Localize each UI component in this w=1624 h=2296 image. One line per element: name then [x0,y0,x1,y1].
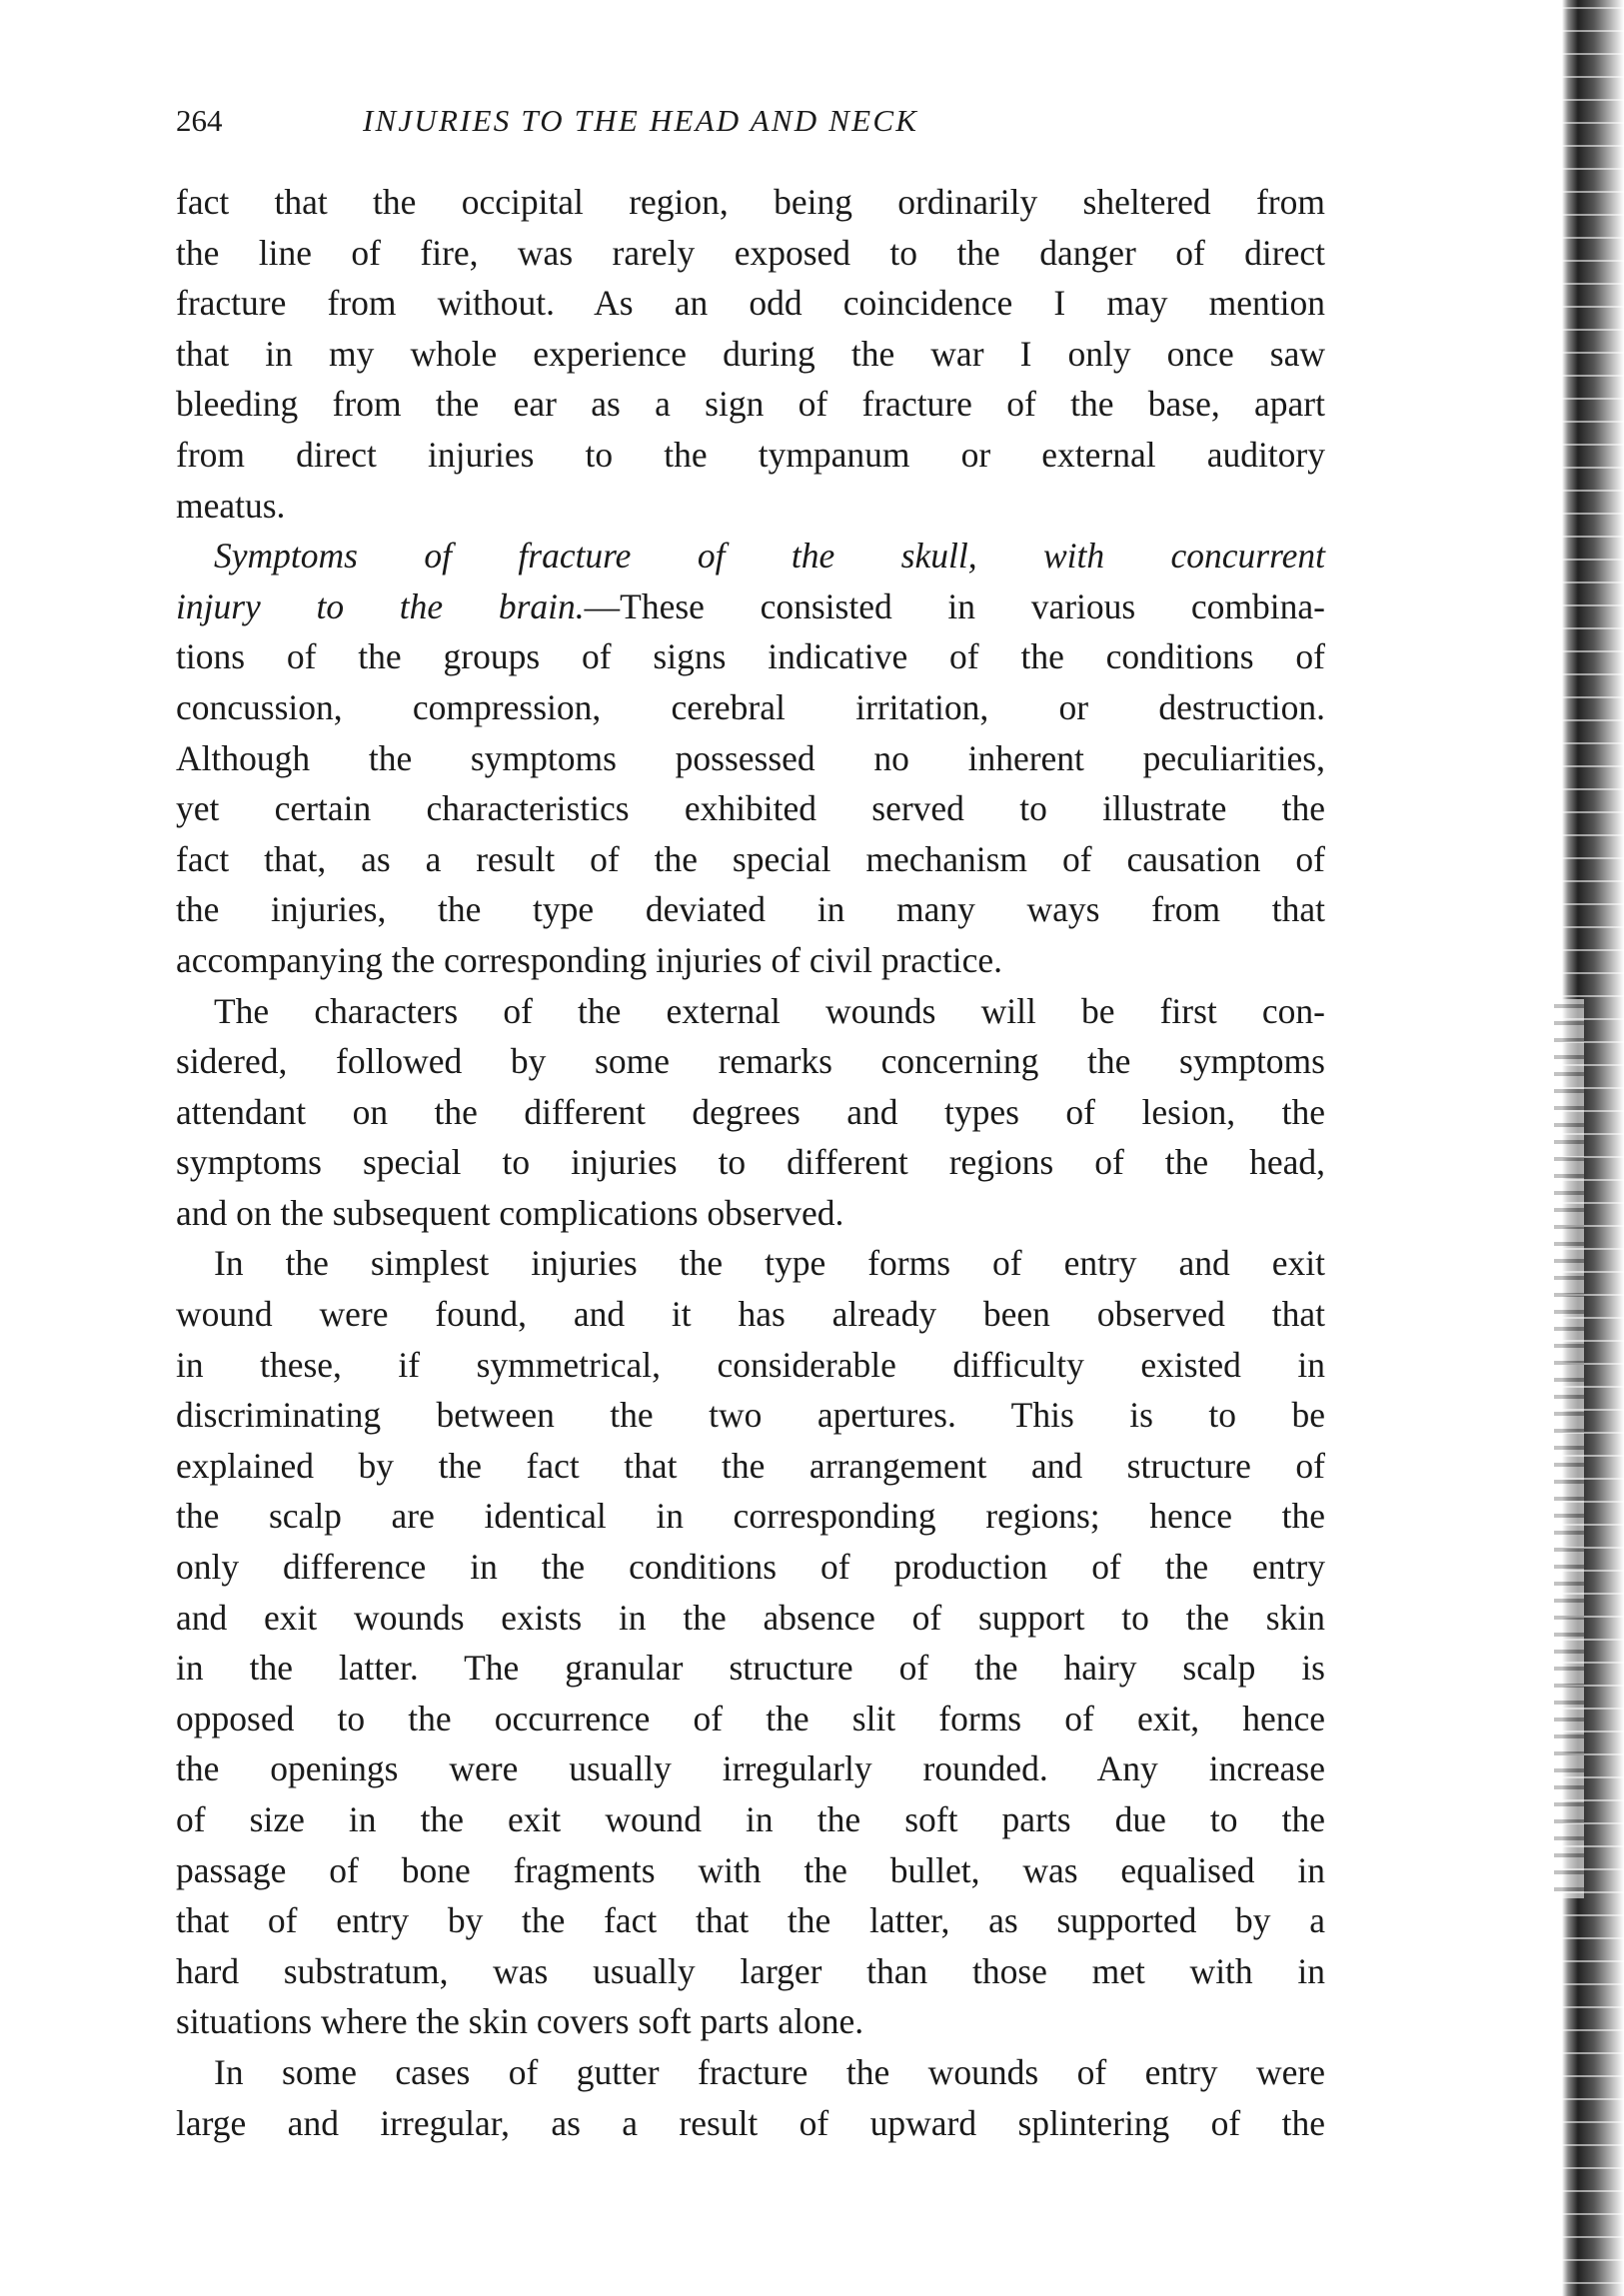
text-line [176,531,1325,581]
line-text: opposed to the occurrence of the slit forms of exit, hence [176,1698,1325,1738]
line-text: concussion, compression, cerebral irritation, or destruction. [176,686,1325,727]
text-line [176,581,1325,632]
paragraph [176,2047,1325,2148]
line-text: —These consisted in various combina- [584,585,1325,626]
text-line [176,1441,1325,1492]
text-line [176,1137,1325,1188]
text-line [176,1743,1325,1794]
text-line [176,329,1325,380]
running-title: INJURIES TO THE HEAD AND NECK [363,103,919,138]
line-text: the openings were usually irregularly rounded. Any increase [176,1748,1325,1789]
text-line [176,1087,1325,1138]
line-text: only difference in the conditions of production of the entry [176,1547,1325,1588]
line-text: from direct injuries to the tympanum or external auditory [176,434,1325,475]
line-text: in the latter. The granular structure of the hairy scalp is [176,1648,1325,1689]
text-line [176,1794,1325,1845]
line-text: in these, if symmetrical, considerable difficulty existed in [176,1344,1325,1385]
line-text: explained by the fact that the arrangement and structure of [176,1445,1325,1486]
scanned-page-edge-shadow [1554,999,1584,1898]
text-line [176,2047,1325,2098]
line-text: fact that, as a result of the special mechanism of causation of [176,838,1325,879]
text-line [176,1996,1325,2047]
text-line [176,2098,1325,2149]
text-line [176,1036,1325,1087]
text-line [176,278,1325,329]
text-line [176,834,1325,885]
line-text: meatus. [176,485,286,526]
text-line [176,1845,1325,1896]
line-text: passage of bone fragments with the bullet, was equalised in [176,1849,1325,1890]
text-line [176,1491,1325,1542]
line-text: fact that the occipital region, being ordinarily sheltered from [176,182,1325,222]
text-line [176,1694,1325,1744]
paragraph [176,531,1325,985]
text-line [176,631,1325,682]
line-text: and on the subsequent complications observed. [176,1192,844,1233]
line-text: hard substratum, was usually larger than those met with in [176,1950,1325,1991]
page-number: 264 [176,103,223,138]
text-line [176,1340,1325,1391]
text-line [176,1238,1325,1289]
text-line [176,1390,1325,1441]
line-text: In the simplest injuries the type forms of entry and exit [214,1243,1325,1284]
line-text: that of entry by the fact that the latter, as supported by a [176,1900,1325,1941]
text-line [176,1643,1325,1694]
text-line [176,1946,1325,1997]
line-text: accompanying the corresponding injuries of civil practice. [176,939,1003,980]
text-line [176,783,1325,834]
line-text: of size in the exit wound in the soft parts due to the [176,1799,1325,1839]
line-text: large and irregular, as a result of upward splintering of the [176,2102,1325,2143]
text-line [176,682,1325,733]
text-line [176,430,1325,481]
line-text: tions of the groups of signs indicative of the conditions of [176,636,1325,677]
paragraph [176,986,1325,1239]
text-line [176,884,1325,935]
line-text: attendant on the different degrees and types of lesion, the [176,1091,1325,1132]
text-line [176,935,1325,986]
line-text: In some cases of gutter fracture the wounds of entry were [214,2051,1325,2092]
line-text: yet certain characteristics exhibited served to illustrate the [176,788,1325,829]
text-line [176,733,1325,784]
line-text: Although the symptoms possessed no inherent peculiarities, [176,737,1325,778]
line-text: fracture from without. As an odd coincidence I may mention [176,283,1325,324]
line-text: that in my whole experience during the war I only once saw [176,333,1325,374]
text-line [176,379,1325,430]
line-text: situations where the skin covers soft parts alone. [176,2001,864,2042]
line-text: discriminating between the two apertures. This is to be [176,1395,1325,1436]
text-line [176,1895,1325,1946]
italic-heading-text: Symptoms of fracture of the skull, with concurrent [214,536,1325,576]
line-text: and exit wounds exists in the absence of support to the skin [176,1597,1325,1638]
text-line [176,1542,1325,1593]
paragraph [176,1238,1325,2047]
line-text: bleeding from the ear as a sign of fracture of the base, apart [176,384,1325,425]
text-line [176,986,1325,1037]
text-line [176,228,1325,279]
text-line [176,1593,1325,1644]
line-text: the injuries, the type deviated in many ways from that [176,889,1325,930]
text-line [176,1289,1325,1340]
line-text: the scalp are identical in corresponding regions; hence the [176,1496,1325,1537]
text-line [176,1188,1325,1239]
text-line [176,481,1325,532]
paragraph [176,177,1325,531]
line-text: wound were found, and it has already been observed that [176,1294,1325,1335]
body-text [176,177,1325,2148]
line-text: sidered, followed by some remarks concerning the symptoms [176,1041,1325,1082]
line-text: the line of fire, was rarely exposed to the danger of direct [176,232,1325,273]
italic-heading-text: injury to the brain. [176,585,585,626]
text-line [176,177,1325,228]
line-text: The characters of the external wounds will be first con- [214,990,1325,1031]
running-header [176,96,1325,146]
line-text: symptoms special to injuries to different regions of the head, [176,1142,1325,1183]
